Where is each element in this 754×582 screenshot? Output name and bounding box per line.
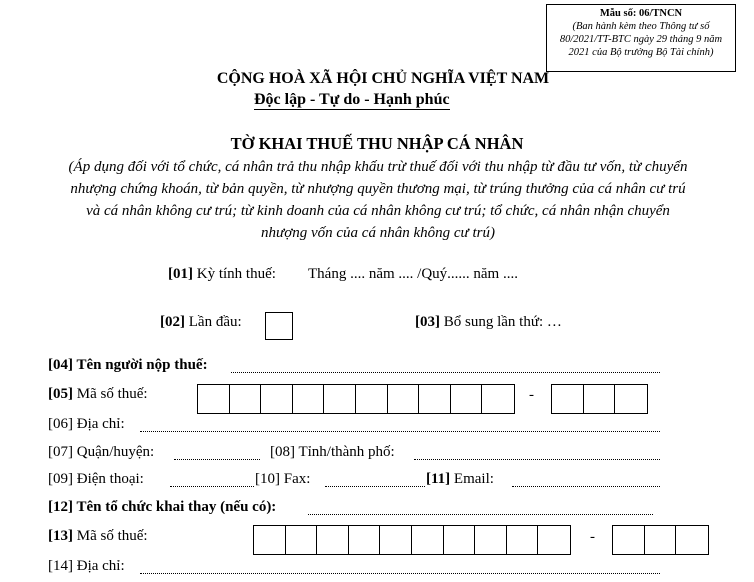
form-desc-line-1: (Ban hành kèm theo Thông tư số — [572, 21, 710, 32]
field-08-input-line[interactable] — [414, 459, 660, 460]
tax-code-cell[interactable] — [388, 385, 420, 413]
form-desc-line-3: 2021 của Bộ trưởng Bộ Tài chính) — [568, 47, 714, 58]
agent-tax-code-cell[interactable] — [254, 526, 286, 554]
agent-tax-code-dash: - — [590, 529, 595, 545]
form-number: Mẫu số: 06/TNCN — [599, 8, 683, 19]
tax-code-grid[interactable] — [197, 384, 515, 414]
tax-code-cell[interactable] — [198, 385, 230, 413]
field-07-label: [07] Quận/huyện: — [48, 444, 155, 460]
agent-tax-code-cell[interactable] — [349, 526, 381, 554]
tax-code-cell[interactable] — [324, 385, 356, 413]
field-02-label: [02] Lần đầu: — [160, 314, 242, 330]
tax-code-cell[interactable] — [293, 385, 325, 413]
agent-tax-code-cell[interactable] — [507, 526, 539, 554]
field-01-label: [01] Kỳ tính thuế: — [168, 266, 276, 282]
field-04-input-line[interactable] — [231, 372, 660, 373]
agent-tax-code-cell[interactable] — [475, 526, 507, 554]
agent-tax-code-grid[interactable] — [253, 525, 571, 555]
field-13-label: [13] Mã số thuế: — [48, 528, 148, 544]
field-14-label: [14] Địa chỉ: — [48, 558, 125, 574]
field-11-label: [11] Email: — [426, 471, 494, 487]
field-14-input-line[interactable] — [140, 573, 660, 574]
agent-tax-code-suffix-cell[interactable] — [645, 526, 677, 554]
tax-code-cell[interactable] — [261, 385, 293, 413]
form-desc-line-2: 80/2021/TT-BTC ngày 29 tháng 9 năm — [559, 34, 723, 45]
field-06-label: [06] Địa chỉ: — [48, 416, 125, 432]
form-number-box — [546, 4, 736, 72]
first-time-checkbox[interactable] — [265, 312, 293, 340]
tax-code-suffix-cell[interactable] — [615, 385, 647, 413]
field-01-value[interactable]: Tháng .... năm .... /Quý...... năm .... — [308, 266, 518, 282]
national-title: CỘNG HOÀ XÃ HỘI CHỦ NGHĨA VIỆT NAM — [216, 70, 550, 87]
field-07-input-line[interactable] — [174, 459, 260, 460]
agent-tax-code-cell[interactable] — [317, 526, 349, 554]
tax-code-cell[interactable] — [356, 385, 388, 413]
tax-code-cell[interactable] — [419, 385, 451, 413]
agent-tax-code-cell[interactable] — [444, 526, 476, 554]
tax-code-dash: - — [529, 387, 534, 403]
agent-tax-code-suffix-grid[interactable] — [612, 525, 709, 555]
field-11-input-line[interactable] — [512, 486, 660, 487]
agent-tax-code-suffix-cell[interactable] — [676, 526, 708, 554]
field-06-input-line[interactable] — [140, 431, 660, 432]
tax-code-suffix-cell[interactable] — [584, 385, 616, 413]
field-09-input-line[interactable] — [170, 486, 254, 487]
field-10-label: [10] Fax: — [255, 471, 311, 487]
agent-tax-code-cell[interactable] — [538, 526, 570, 554]
agent-tax-code-cell[interactable] — [286, 526, 318, 554]
field-12-input-line[interactable] — [308, 514, 653, 515]
tax-code-cell[interactable] — [230, 385, 262, 413]
field-05-label: [05] Mã số thuế: — [48, 386, 148, 402]
form-title: TỜ KHAI THUẾ THU NHẬP CÁ NHÂN — [230, 134, 524, 153]
field-10-input-line[interactable] — [325, 486, 425, 487]
tax-code-cell[interactable] — [451, 385, 483, 413]
tax-code-cell[interactable] — [482, 385, 514, 413]
agent-tax-code-cell[interactable] — [380, 526, 412, 554]
tax-code-suffix-grid[interactable] — [551, 384, 648, 414]
field-04-label: [04] Tên người nộp thuế: — [48, 357, 208, 373]
agent-tax-code-suffix-cell[interactable] — [613, 526, 645, 554]
field-09-label: [09] Điện thoại: — [48, 471, 144, 487]
field-08-label: [08] Tỉnh/thành phố: — [270, 444, 395, 460]
national-motto: Độc lập - Tự do - Hạnh phúc — [254, 91, 450, 108]
field-12-label: [12] Tên tổ chức khai thay (nếu có): — [48, 499, 277, 515]
field-03-label[interactable]: [03] Bổ sung lần thứ: … — [415, 314, 562, 330]
form-subtitle: (Áp dụng đối với tổ chức, cá nhân trả thu nhập khấu trừ thuế đối với thu nhập từ đầu tư vốn, từ chuyển nhượng chứng khoán, từ bản quyền, từ nhượng quyền thương mại, từ trúng thưởng của cá nhân cư trú và cá nhân không cư trú; từ kinh doanh của cá nhân không cư trú; tổ chức, cá nhân nhận chuyển nhượng vốn của cá nhân không cư trú) — [68, 159, 688, 241]
tax-code-suffix-cell[interactable] — [552, 385, 584, 413]
agent-tax-code-cell[interactable] — [412, 526, 444, 554]
